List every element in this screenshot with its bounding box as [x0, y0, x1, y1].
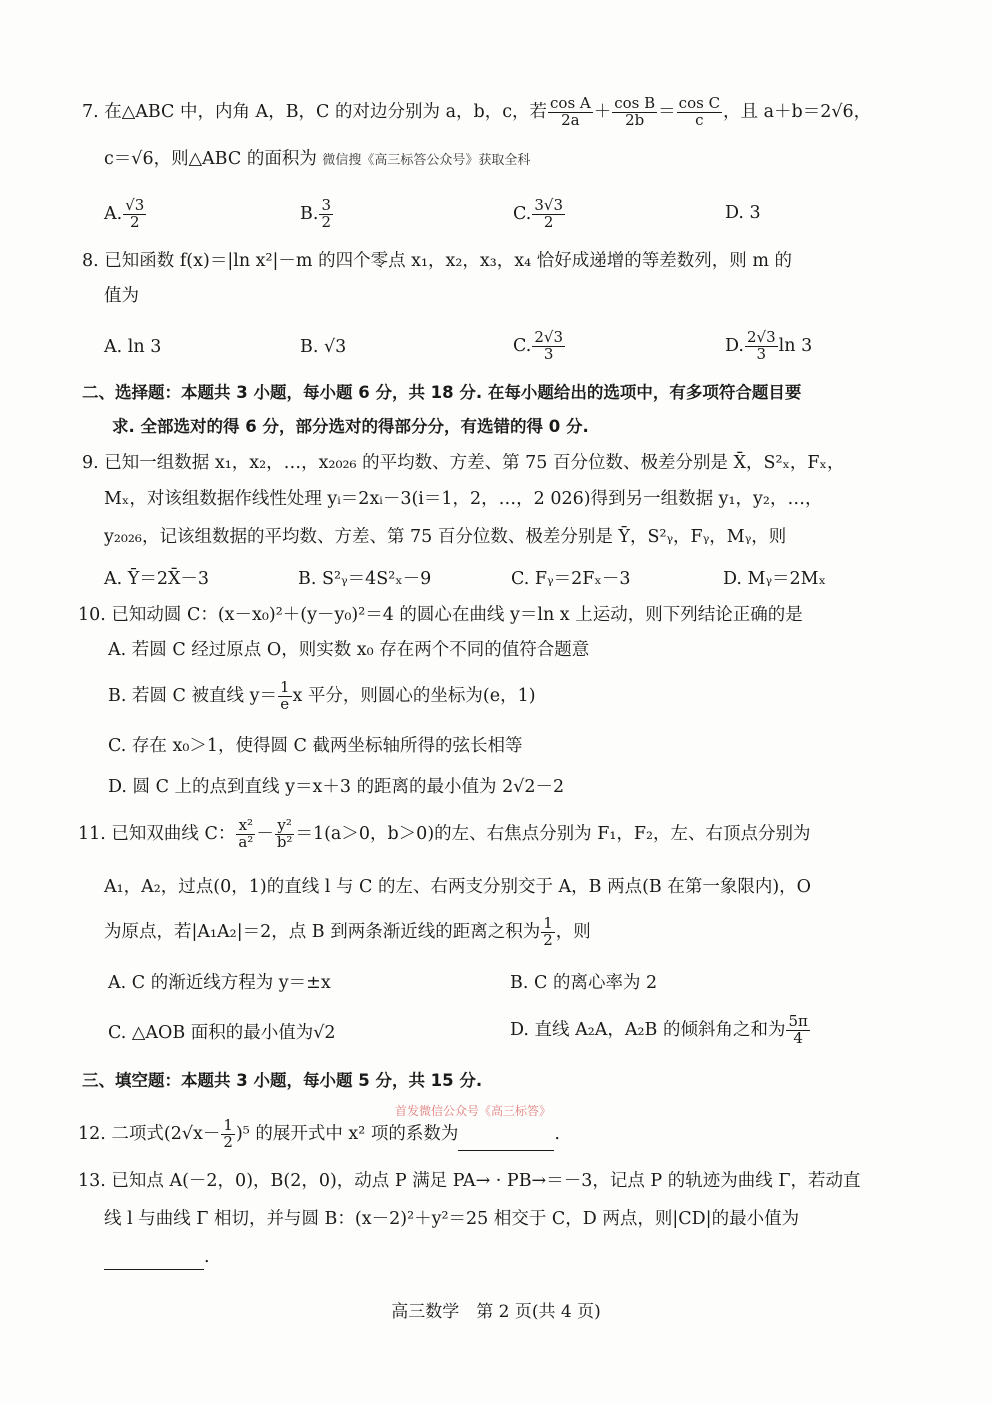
fraction: $\frac{\text{cos B}}{2b}$ [614, 94, 656, 129]
q8-option-a: A. ln 3 [104, 337, 162, 357]
answer-blank [458, 1130, 554, 1151]
q13-answer-line: . [104, 1244, 210, 1270]
q7-line1: 7. 在△ABC 中，内角 A，B，C 的对边分别为 a，b，c，若 $\frac{\text{cos A}}{2a}$ ＋ $\frac{\text{cos B}}{2b}$ ＝ $\frac{\text{cos C}}{c}$ ，且 a＋b＝2√6， [82, 94, 872, 129]
q11-option-a: A. C 的渐近线方程为 y＝±x [108, 973, 331, 993]
section2-heading: 二、选择题：本题共 3 小题，每小题 6 分，共 18 分. 在每小题给出的选项中，有多项符合题目要 [82, 383, 802, 402]
q11-option-b: B. C 的离心率为 2 [510, 973, 658, 993]
q11-line2: A₁，A₂，过点(0，1)的直线 l 与 C 的左、右两支分别交于 A，B 两点(B 在第一象限内)，O [104, 877, 812, 897]
fraction: $\frac{\text{cos A}}{2a}$ [550, 94, 591, 129]
promo-text: 微信搜《高三标答公众号》获取全科 [322, 153, 531, 168]
q8-line1: 8. 已知函数 f(x)＝|ln x²|－m 的四个零点 x₁，x₂，x₃，x₄ 恰好成递增的等差数列，则 m 的 [82, 251, 792, 271]
q9-option-d: D. Mᵧ＝2Mₓ [723, 569, 827, 589]
q7-stem: 7. 在△ABC 中，内角 A，B，C 的对边分别为 a，b，c，若 [82, 101, 548, 122]
q9-line1: 9. 已知一组数据 x₁，x₂，…，x₂₀₂₆ 的平均数、方差、第 75 百分位数、极差分别是 X̄，S²ₓ，Fₓ， [82, 453, 845, 473]
q7-option-c: C. $\frac{3√3}{2}$ [513, 196, 563, 231]
q11-line1: 11. 已知双曲线 C： $\frac{\text{x²}}{\text{a²}}$ － $\frac{\text{y²}}{\text{b²}}$ ＝1(a＞0，b＞0)的左、右焦点分别为 F₁，F₂，左、右顶点分别为 [78, 816, 811, 851]
q9-line2: Mₓ，对该组数据作线性处理 yᵢ＝2xᵢ－3(i＝1，2，…，2 026)得到另一组数据 y₁，y₂，…， [104, 489, 823, 509]
answer-blank [104, 1249, 204, 1270]
q7-option-a: A. $\frac{√3}{2}$ [104, 196, 145, 231]
q8-option-d: D. $\frac{2√3}{3}$ ln 3 [725, 328, 813, 363]
q7-line2: c＝√6，则△ABC 的面积为 微信搜《高三标答公众号》获取全科 [104, 149, 531, 169]
q10-line1: 10. 已知动圆 C：(x－x₀)²＋(y－y₀)²＝4 的圆心在曲线 y＝ln x 上运动，则下列结论正确的是 [78, 605, 803, 625]
q8-option-c: C. $\frac{2√3}{3}$ [513, 328, 563, 363]
section3-heading: 三、填空题：本题共 3 小题，每小题 5 分，共 15 分. [82, 1071, 483, 1090]
q8-line2: 值为 [104, 286, 139, 306]
q9-option-b: B. S²ᵧ＝4S²ₓ－9 [298, 569, 432, 589]
q10-option-a: A. 若圆 C 经过原点 O，则实数 x₀ 存在两个不同的值符合题意 [108, 640, 590, 660]
watermark: 首发微信公众号《高三标答》 [395, 1104, 552, 1118]
q12-line: 12. 二项式(2√x－ $\frac{1}{2}$ )⁵ 的展开式中 x² 项的系数为 . [78, 1116, 560, 1151]
q9-option-a: A. Ȳ＝2X̄－3 [104, 569, 210, 589]
q7-option-d: D. 3 [725, 203, 761, 223]
page-footer: 高三数学 第 2 页(共 4 页) [391, 1302, 601, 1322]
section2-heading-cont: 求. 全部选对的得 6 分，部分选对的得部分分，有选错的得 0 分. [112, 417, 589, 436]
q8-option-b: B. √3 [300, 337, 347, 357]
q11-option-c: C. △AOB 面积的最小值为√2 [108, 1023, 336, 1043]
q9-option-c: C. Fᵧ＝2Fₓ－3 [511, 569, 631, 589]
q7-option-b: B. $\frac{3}{2}$ [300, 196, 331, 231]
q13-line2: 线 l 与曲线 Γ 相切，并与圆 B：(x－2)²＋y²＝25 相交于 C，D 两点，则|CD|的最小值为 [104, 1209, 800, 1229]
q11-option-d: D. 直线 A₂A，A₂B 的倾斜角之和为 $\frac{5\pi}{4}$ [510, 1012, 808, 1047]
q9-line3: y₂₀₂₆，记该组数据的平均数、方差、第 75 百分位数、极差分别是 Ȳ，S²ᵧ，Fᵧ，Mᵧ，则 [104, 527, 787, 547]
q10-option-d: D. 圆 C 上的点到直线 y＝x＋3 的距离的最小值为 2√2－2 [108, 777, 565, 797]
q10-option-c: C. 存在 x₀＞1，使得圆 C 截两坐标轴所得的弦长相等 [108, 736, 523, 756]
q11-line3: 为原点，若|A₁A₂|＝2，点 B 到两条渐近线的距离之积为 $\frac{1}{2}$ ，则 [104, 914, 591, 949]
q13-line1: 13. 已知点 A(－2，0)，B(2，0)，动点 P 满足 PA→ · PB→＝－3，记点 P 的轨迹为曲线 Γ，若动直 [78, 1171, 861, 1191]
fraction: $\frac{\text{cos C}}{c}$ [678, 94, 721, 129]
q10-option-b: B. 若圆 C 被直线 y＝ $\frac{1}{e}$ x 平分，则圆心的坐标为(e，1) [108, 678, 536, 713]
